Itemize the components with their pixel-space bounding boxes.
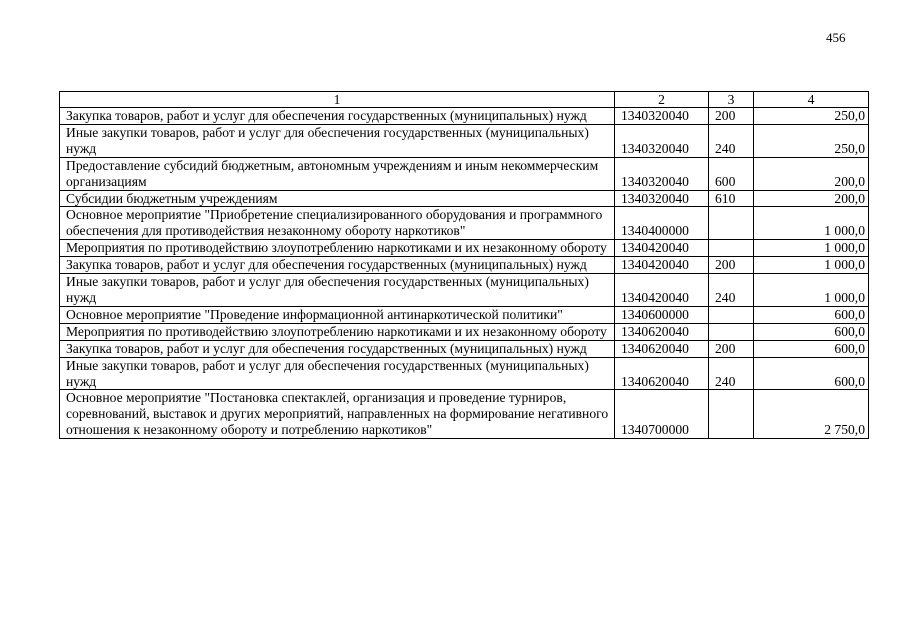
row-name: Основное мероприятие "Постановка спектаклей, организация и проведение турниров, соревнований, выставок и других мероприятий, направленных на формирование негативного отношения к незаконному обороту и потреблению наркотиков" <box>60 390 615 439</box>
row-amount: 200,0 <box>754 190 869 207</box>
row-code: 1340620040 <box>615 357 709 390</box>
row-type <box>709 390 754 439</box>
row-type <box>709 207 754 240</box>
table-row <box>60 357 869 390</box>
row-amount: 1 000,0 <box>754 257 869 274</box>
table-row <box>60 207 869 240</box>
row-type: 240 <box>709 274 754 307</box>
row-type: 200 <box>709 340 754 357</box>
row-type: 200 <box>709 108 754 125</box>
row-amount: 2 750,0 <box>754 390 869 439</box>
row-code: 1340620040 <box>615 340 709 357</box>
row-amount: 1 000,0 <box>754 274 869 307</box>
row-amount: 1 000,0 <box>754 207 869 240</box>
table-row <box>60 257 869 274</box>
row-type <box>709 240 754 257</box>
row-code: 1340620040 <box>615 323 709 340</box>
row-amount: 600,0 <box>754 357 869 390</box>
header-col-3: 3 <box>709 92 754 108</box>
row-name: Основное мероприятие "Проведение информационной антинаркотической политики" <box>60 306 615 323</box>
row-name: Закупка товаров, работ и услуг для обеспечения государственных (муниципальных) нужд <box>60 108 615 125</box>
row-type <box>709 323 754 340</box>
row-code: 1340320040 <box>615 108 709 125</box>
table-row <box>60 323 869 340</box>
table-row <box>60 124 869 157</box>
row-code: 1340700000 <box>615 390 709 439</box>
table-row <box>60 157 869 190</box>
row-amount: 200,0 <box>754 157 869 190</box>
row-amount: 250,0 <box>754 124 869 157</box>
table-row <box>60 390 869 439</box>
row-code: 1340320040 <box>615 157 709 190</box>
row-type: 200 <box>709 257 754 274</box>
row-amount: 250,0 <box>754 108 869 125</box>
table-row <box>60 240 869 257</box>
row-name: Иные закупки товаров, работ и услуг для обеспечения государственных (муниципальных) нужд <box>60 274 615 307</box>
row-type <box>709 306 754 323</box>
row-amount: 600,0 <box>754 323 869 340</box>
row-code: 1340600000 <box>615 306 709 323</box>
page-number: 456 <box>826 30 846 45</box>
header-col-4: 4 <box>754 92 869 108</box>
row-name: Иные закупки товаров, работ и услуг для обеспечения государственных (муниципальных) нужд <box>60 357 615 390</box>
row-code: 1340420040 <box>615 240 709 257</box>
table-row <box>60 340 869 357</box>
row-amount: 600,0 <box>754 340 869 357</box>
row-name: Иные закупки товаров, работ и услуг для обеспечения государственных (муниципальных) нужд <box>60 124 615 157</box>
table-row <box>60 108 869 125</box>
table-row <box>60 306 869 323</box>
row-code: 1340400000 <box>615 207 709 240</box>
table-row <box>60 274 869 307</box>
row-name: Субсидии бюджетным учреждениям <box>60 190 615 207</box>
row-code: 1340320040 <box>615 124 709 157</box>
budget-table <box>59 91 869 439</box>
row-amount: 1 000,0 <box>754 240 869 257</box>
table-row <box>60 190 869 207</box>
row-name: Основное мероприятие "Приобретение специализированного оборудования и программного обеспечения для противодействия незаконному обороту наркотиков" <box>60 207 615 240</box>
row-name: Мероприятия по противодействию злоупотреблению наркотиками и их незаконному обороту <box>60 323 615 340</box>
row-amount: 600,0 <box>754 306 869 323</box>
header-col-2: 2 <box>615 92 709 108</box>
row-type: 240 <box>709 124 754 157</box>
row-code: 1340320040 <box>615 190 709 207</box>
row-code: 1340420040 <box>615 257 709 274</box>
header-col-1: 1 <box>60 92 615 108</box>
row-name: Закупка товаров, работ и услуг для обеспечения государственных (муниципальных) нужд <box>60 340 615 357</box>
row-type: 600 <box>709 157 754 190</box>
row-name: Закупка товаров, работ и услуг для обеспечения государственных (муниципальных) нужд <box>60 257 615 274</box>
row-name: Предоставление субсидий бюджетным, автономным учреждениям и иным некоммерческим организациям <box>60 157 615 190</box>
row-name: Мероприятия по противодействию злоупотреблению наркотиками и их незаконному обороту <box>60 240 615 257</box>
row-type: 610 <box>709 190 754 207</box>
table-header-row <box>60 92 869 108</box>
row-code: 1340420040 <box>615 274 709 307</box>
row-type: 240 <box>709 357 754 390</box>
